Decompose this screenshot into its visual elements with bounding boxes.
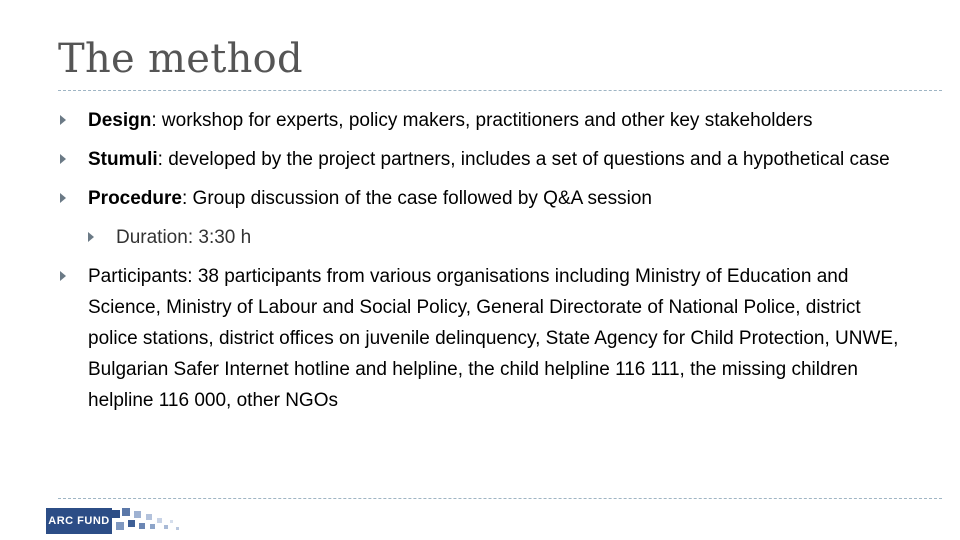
bullet-list bbox=[58, 105, 908, 424]
footer-divider bbox=[58, 498, 942, 499]
logo-text: ARC FUND bbox=[46, 508, 112, 534]
bullet-term: Stumuli bbox=[88, 149, 158, 170]
arc-fund-logo bbox=[46, 508, 186, 534]
bullet-separator: : bbox=[157, 149, 163, 170]
bullet-text: developed by the project partners, includes a set of questions and a hypothetical case bbox=[162, 149, 890, 170]
bullet-arrow-icon bbox=[60, 115, 66, 125]
bullet-text: Group discussion of the case followed by Q&A session bbox=[187, 188, 652, 209]
bullet-text: Duration: 3:30 h bbox=[116, 227, 252, 248]
bullet-arrow-icon bbox=[60, 193, 66, 203]
bullet-arrow-icon bbox=[60, 271, 66, 281]
bullet-text: Participants: 38 participants from various organisations including Ministry of Education and Science, Ministry of Labour and Social Policy, General Directorate of National Police, district police stations, district offices on juvenile delinquency, State Agency for Child Protection, UNWE, Bulgarian Safer Internet hotline and helpline, the child helpline 116 111, the missing children helpline 116 000, other NGOs bbox=[88, 266, 899, 411]
bullet-arrow-icon bbox=[60, 154, 66, 164]
bullet-separator: : bbox=[181, 188, 188, 209]
bullet-procedure bbox=[58, 183, 908, 214]
bullet-design bbox=[58, 105, 908, 136]
bullet-participants bbox=[58, 261, 908, 416]
bullet-duration bbox=[86, 222, 908, 253]
bullet-text: workshop for experts, policy makers, practitioners and other key stakeholders bbox=[156, 110, 813, 131]
logo-pixel-pattern-icon bbox=[112, 508, 186, 534]
title-divider bbox=[58, 90, 942, 91]
bullet-separator: : bbox=[151, 110, 157, 131]
bullet-stimuli bbox=[58, 144, 908, 175]
bullet-term: Procedure bbox=[88, 188, 182, 209]
slide-title: The method bbox=[58, 36, 303, 82]
bullet-arrow-icon bbox=[88, 232, 94, 242]
bullet-term: Design bbox=[88, 110, 152, 131]
